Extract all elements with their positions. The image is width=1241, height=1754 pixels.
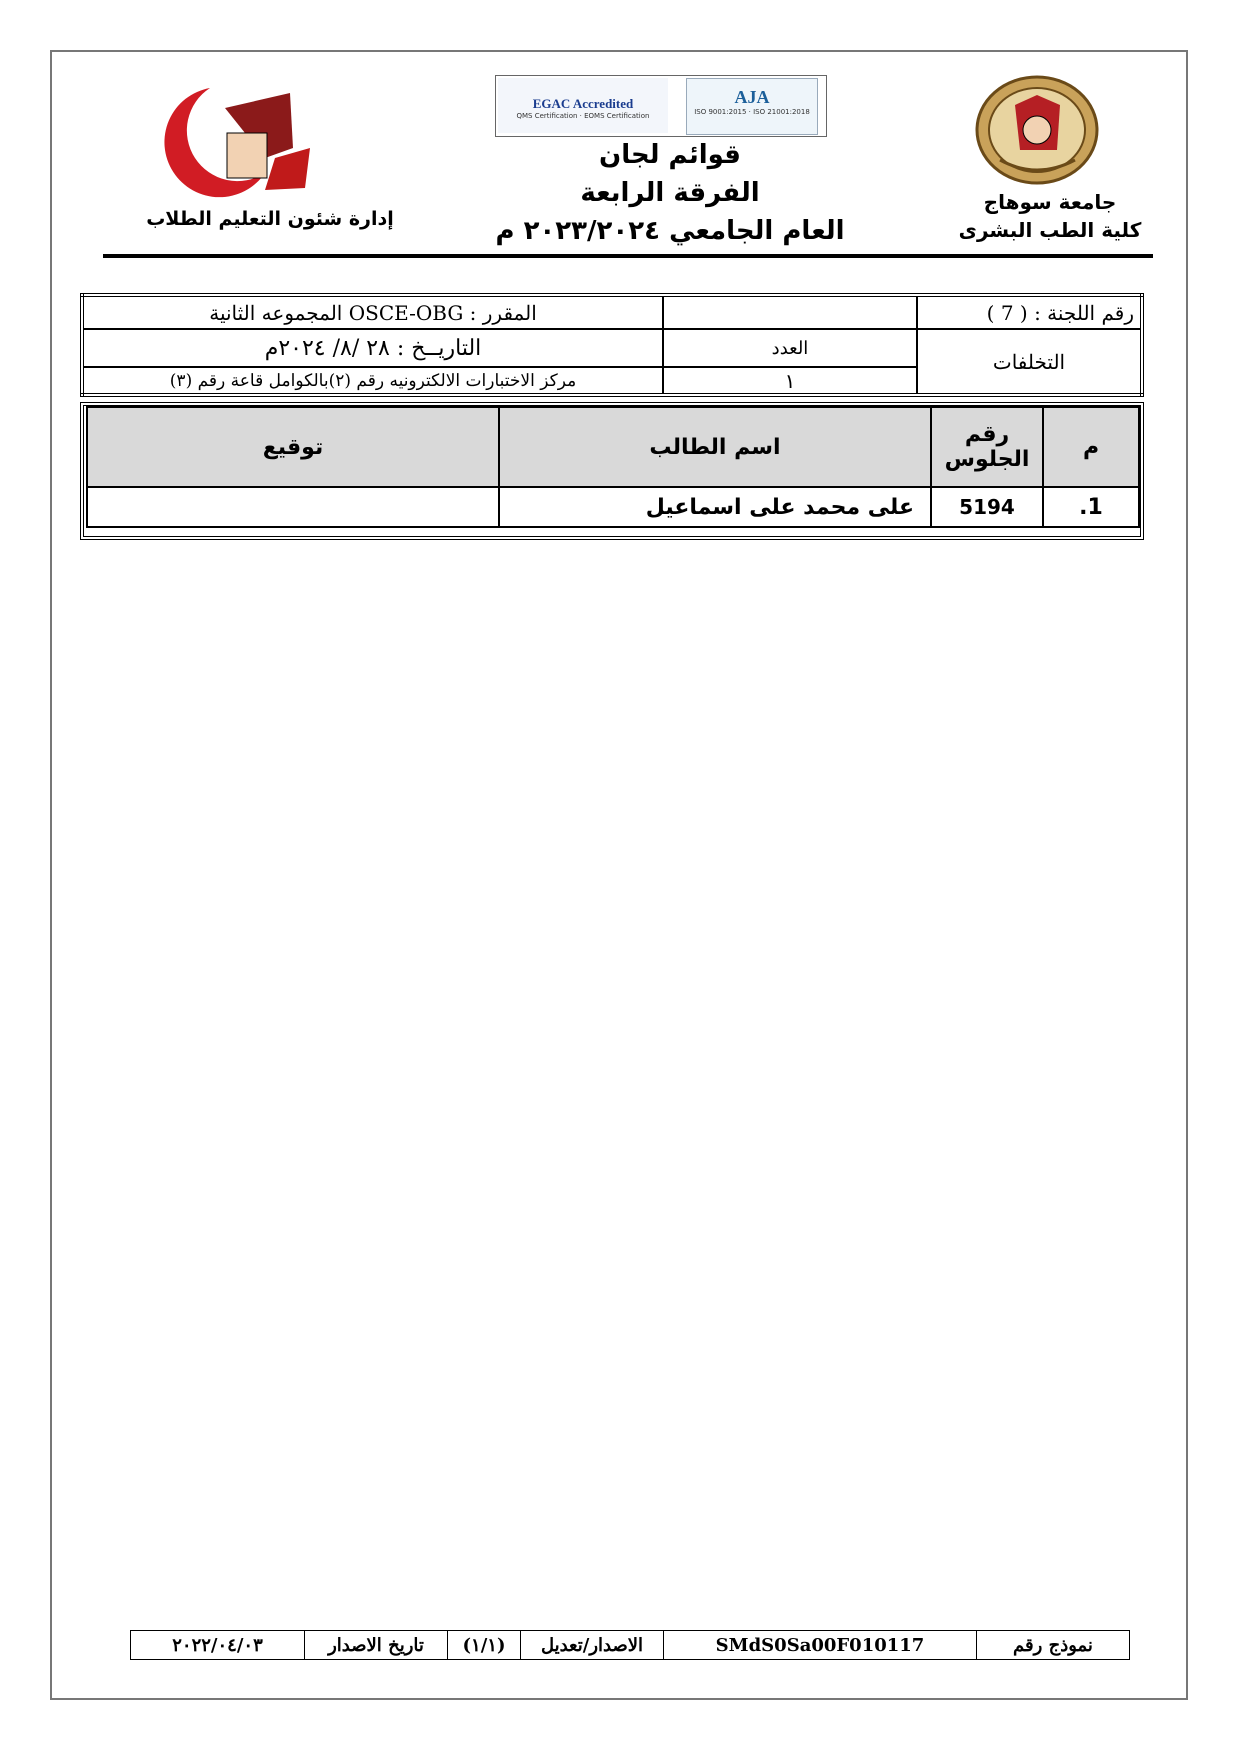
header-signature: توقيع bbox=[87, 407, 499, 487]
university-name: جامعة سوهاج bbox=[983, 190, 1117, 214]
faculty-name: كلية الطب البشرى bbox=[958, 218, 1142, 242]
university-seal bbox=[975, 75, 1100, 185]
location-cell: مركز الاختبارات الالكترونيه رقم (٢)بالكوامل قاعة رقم (٣) bbox=[82, 367, 663, 395]
aja-label: AJA bbox=[734, 87, 770, 107]
row-name: على محمد على اسماعيل bbox=[499, 487, 931, 527]
course-cell: المقرر : OSCE-OBG المجموعه الثانية bbox=[82, 295, 663, 329]
type-cell: التخلفات bbox=[917, 329, 1142, 395]
form-label: نموذج رقم bbox=[977, 1631, 1130, 1660]
date-cell: التاريــخ : ٢٨ /٨/ ٢٠٢٤م bbox=[82, 329, 663, 367]
issue-date-value: ٢٠٢٢/٠٤/٠٣ bbox=[131, 1631, 305, 1660]
info-table bbox=[80, 293, 1144, 397]
row-seat: 5194 bbox=[931, 487, 1043, 527]
table-row bbox=[87, 487, 1139, 527]
issue-date-label: تاريخ الاصدار bbox=[305, 1631, 448, 1660]
egac-logo: EGAC Accredited QMS Certification · EOMS Certification bbox=[498, 78, 668, 133]
title-line-3: العام الجامعي ٢٠٢٣/٢٠٢٤ م bbox=[495, 216, 845, 246]
committee-cell: رقم اللجنة : ( 7 ) bbox=[917, 295, 1142, 329]
aja-logo: AJA ISO 9001:2015 · ISO 21001:2018 bbox=[686, 78, 818, 135]
edition-label: الاصدار/تعديل bbox=[521, 1631, 664, 1660]
row-num: 1. bbox=[1043, 487, 1139, 527]
blank-cell bbox=[663, 295, 917, 329]
row-signature bbox=[87, 487, 499, 527]
footer-table bbox=[130, 1630, 1130, 1660]
header-seat: رقم الجلوس bbox=[931, 407, 1043, 487]
accreditation-logos bbox=[495, 75, 827, 137]
egac-label: EGAC Accredited bbox=[532, 96, 634, 111]
form-code: SMdS0Sa00F010117 bbox=[664, 1631, 977, 1660]
header-num: م bbox=[1043, 407, 1139, 487]
count-value-cell: ١ bbox=[663, 367, 917, 395]
title-line-2: الفرقة الرابعة bbox=[580, 178, 760, 208]
faculty-logo bbox=[115, 78, 315, 198]
students-table bbox=[86, 406, 1140, 528]
edition-value: (١/١) bbox=[448, 1631, 521, 1660]
title-line-1: قوائم لجان bbox=[599, 140, 741, 170]
department-name: إدارة شئون التعليم الطلاب bbox=[146, 208, 394, 230]
header-name: اسم الطالب bbox=[499, 407, 931, 487]
header-divider bbox=[103, 254, 1153, 258]
count-label-cell: العدد bbox=[663, 329, 917, 367]
